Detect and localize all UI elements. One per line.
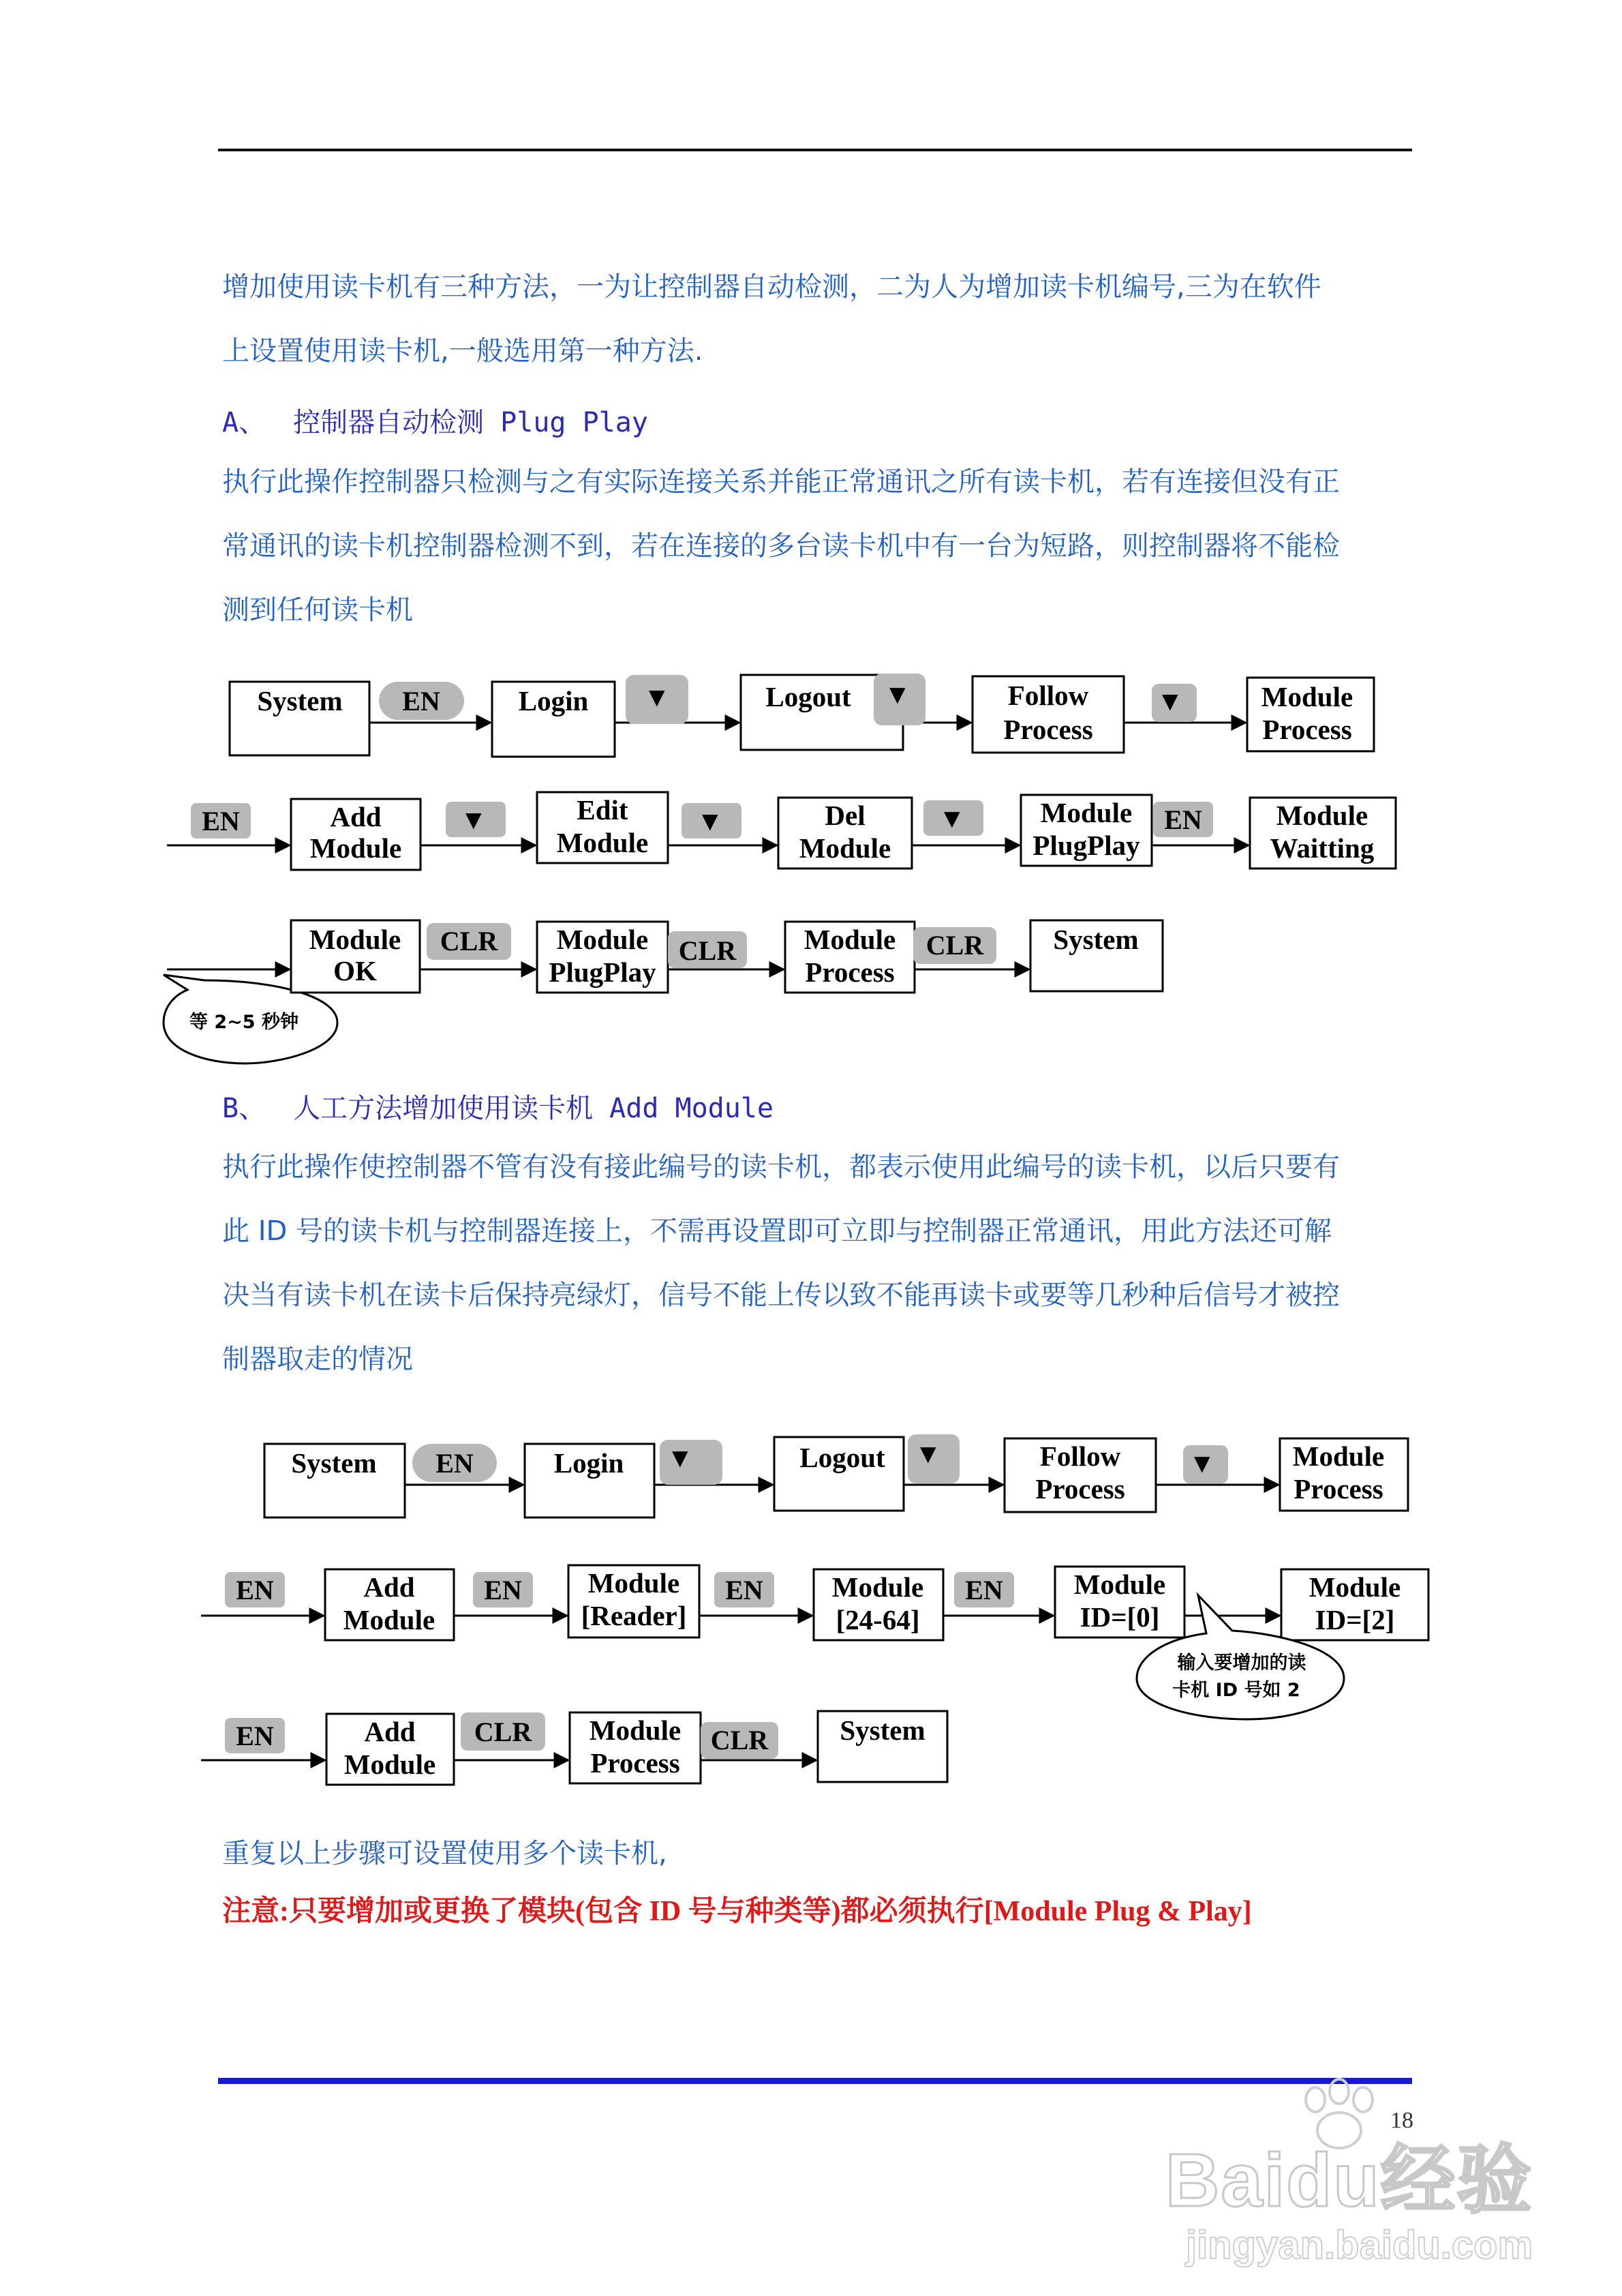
- watermark-brand: Baidu经验: [1165, 2139, 1533, 2222]
- a-down-icon-2: ▼: [884, 679, 911, 710]
- a-row2-down-icon-2: ▼: [697, 806, 724, 836]
- b-down-icon-3: ▼: [1189, 1448, 1216, 1479]
- section-b-line-3: 决当有读卡机在读卡后保持亮绿灯，信号不能上传以致不能再读卡或要等几秒种后信号才被控: [222, 1280, 1340, 1311]
- a-del-label-2: Module: [799, 832, 891, 864]
- section-b-title: 人工方法增加使用读卡机 Add Module: [293, 1093, 774, 1124]
- b-row2-en-label-3: EN: [725, 1575, 763, 1605]
- a-edit-label-1: Edit: [577, 794, 628, 826]
- a-logout-label: Logout: [765, 681, 851, 712]
- b-proc2-label-1: Module: [589, 1715, 682, 1746]
- a-proc-label-1: Module: [804, 924, 896, 955]
- b-system2-label: System: [840, 1715, 925, 1746]
- a-clr-label-1: CLR: [440, 926, 498, 956]
- a-module-label-1: Module: [1261, 681, 1353, 712]
- a-del-label-1: Del: [825, 800, 866, 831]
- b-id0-label-1: Module: [1073, 1569, 1166, 1600]
- a-plug-label-2: PlugPlay: [1032, 830, 1140, 861]
- b-add-label-1: Add: [363, 1571, 415, 1603]
- b-range-label-1: Module: [831, 1571, 924, 1603]
- b-bubble-line-2: 卡机 ID 号如 2: [1172, 1680, 1300, 1701]
- a-follow-label-2: Process: [1003, 714, 1093, 745]
- b-id0-label-2: ID=[0]: [1080, 1601, 1160, 1633]
- a-system-label: System: [257, 685, 343, 716]
- b-row2: [201, 1565, 1428, 1719]
- b-add-label-2: Module: [343, 1604, 435, 1635]
- a-wait-label-1: Module: [1276, 800, 1368, 831]
- b-follow-label-1: Follow: [1039, 1440, 1121, 1472]
- section-a-index: A、: [222, 407, 266, 438]
- b-reader-label-1: Module: [587, 1567, 680, 1599]
- a-en-label: EN: [402, 686, 440, 716]
- b-row2-en-label-2: EN: [484, 1575, 522, 1605]
- b-clr-label-1: CLR: [474, 1717, 532, 1747]
- a-edit-label-2: Module: [556, 827, 649, 858]
- repeat-paragraph: [222, 1822, 1411, 1886]
- b-down-icon-2: ▼: [915, 1438, 942, 1469]
- baidu-watermark: [1152, 2072, 1533, 2277]
- section-a-line-2: 常通讯的读卡机控制器检测不到，若在连接的多台读卡机中有一台为短路，则控制器将不能检: [222, 530, 1340, 562]
- a-login-label: Login: [518, 685, 589, 716]
- a-proc-label-2: Process: [805, 956, 895, 988]
- a-ok-label-1: Module: [309, 924, 401, 955]
- b-id2-label-2: ID=[2]: [1315, 1604, 1395, 1635]
- b-module-label-2: Process: [1294, 1473, 1383, 1505]
- b-row2-en-label-4: EN: [965, 1575, 1003, 1605]
- section-a-line-1: 执行此操作控制器只检测与之有实际连接关系并能正常通讯之所有读卡机，若有连接但没有正: [222, 466, 1340, 498]
- b-bubble-line-1: 输入要增加的读: [1177, 1652, 1306, 1674]
- b-id2-label-1: Module: [1309, 1571, 1401, 1603]
- a-wait-label-2: Waitting: [1270, 832, 1375, 864]
- a-follow-label-1: Follow: [1007, 680, 1089, 711]
- b-follow-label-2: Process: [1035, 1473, 1125, 1505]
- intro-line-2: 上设置使用读卡机,一般选用第一种方法.: [222, 335, 703, 367]
- a-row2-down-icon-3: ▼: [938, 803, 966, 834]
- b-add2-label-1: Add: [364, 1716, 416, 1747]
- page-number: 18: [1390, 2108, 1413, 2133]
- b-row1: [264, 1434, 1408, 1517]
- b-reader-label-2: [Reader]: [581, 1600, 687, 1631]
- watermark-url: jingyan.baidu.com: [1186, 2223, 1533, 2267]
- a-system2-label: System: [1053, 924, 1139, 955]
- warning-note: 注意:只要增加或更换了模块(包含 ID 号与种类等)都必须执行[Module Plug & Play]: [222, 1896, 1252, 1927]
- b-row3: [201, 1711, 947, 1785]
- b-clr-label-2: CLR: [710, 1725, 769, 1755]
- a-row2-en-label-2: EN: [1164, 804, 1202, 835]
- b-range-label-2: [24-64]: [836, 1604, 920, 1635]
- b-login-label: Login: [553, 1447, 624, 1479]
- section-b-index: B、: [222, 1093, 266, 1124]
- a-plug2-label-1: Module: [556, 924, 649, 955]
- b-en-label: EN: [435, 1448, 474, 1479]
- repeat-text: 重复以上步骤可设置使用多个读卡机,: [222, 1838, 667, 1869]
- a-down-icon-3: ▼: [1157, 686, 1184, 716]
- section-a-line-3: 测到任何读卡机: [222, 594, 413, 626]
- section-b-line-4: 制器取走的情况: [222, 1344, 413, 1375]
- section-a-title: 控制器自动检测 Plug Play: [293, 407, 648, 438]
- b-proc2-label-2: Process: [590, 1747, 680, 1779]
- a-down-icon-1: ▼: [643, 682, 671, 712]
- b-row3-en-label: EN: [236, 1721, 274, 1751]
- a-add-label-2: Module: [309, 832, 402, 864]
- a-clr-label-3: CLR: [925, 930, 984, 961]
- intro-line-1: 增加使用读卡机有三种方法，一为让控制器自动检测，二为人为增加读卡机编号,三为在软件: [222, 271, 1321, 303]
- section-b-line-1: 执行此操作使控制器不管有没有接此编号的读卡机，都表示使用此编号的读卡机，以后只要有: [222, 1151, 1340, 1183]
- b-system-label: System: [291, 1447, 377, 1479]
- section-b-line-2: 此 ID 号的读卡机与控制器连接上，不需再设置即可立即与控制器正常通讯，用此方法还可解: [222, 1215, 1332, 1247]
- a-plug-label-1: Module: [1040, 797, 1133, 828]
- b-add2-label-2: Module: [343, 1749, 436, 1780]
- a-ok-label-2: OK: [333, 955, 377, 986]
- a-plug2-label-2: PlugPlay: [549, 956, 656, 988]
- b-row2-en-label-1: EN: [236, 1575, 274, 1605]
- b-module-label-1: Module: [1292, 1440, 1385, 1472]
- a-wait-bubble-text: 等 2~5 秒钟: [189, 1012, 299, 1033]
- a-add-label-1: Add: [330, 801, 382, 832]
- a-module-label-2: Process: [1262, 714, 1352, 745]
- b-down-icon-1: ▼: [667, 1442, 694, 1473]
- a-clr-label-2: CLR: [678, 935, 737, 966]
- a-row2-down-icon-1: ▼: [460, 804, 487, 835]
- a-row2-en-label-1: EN: [202, 806, 240, 836]
- b-logout-label: Logout: [799, 1442, 885, 1473]
